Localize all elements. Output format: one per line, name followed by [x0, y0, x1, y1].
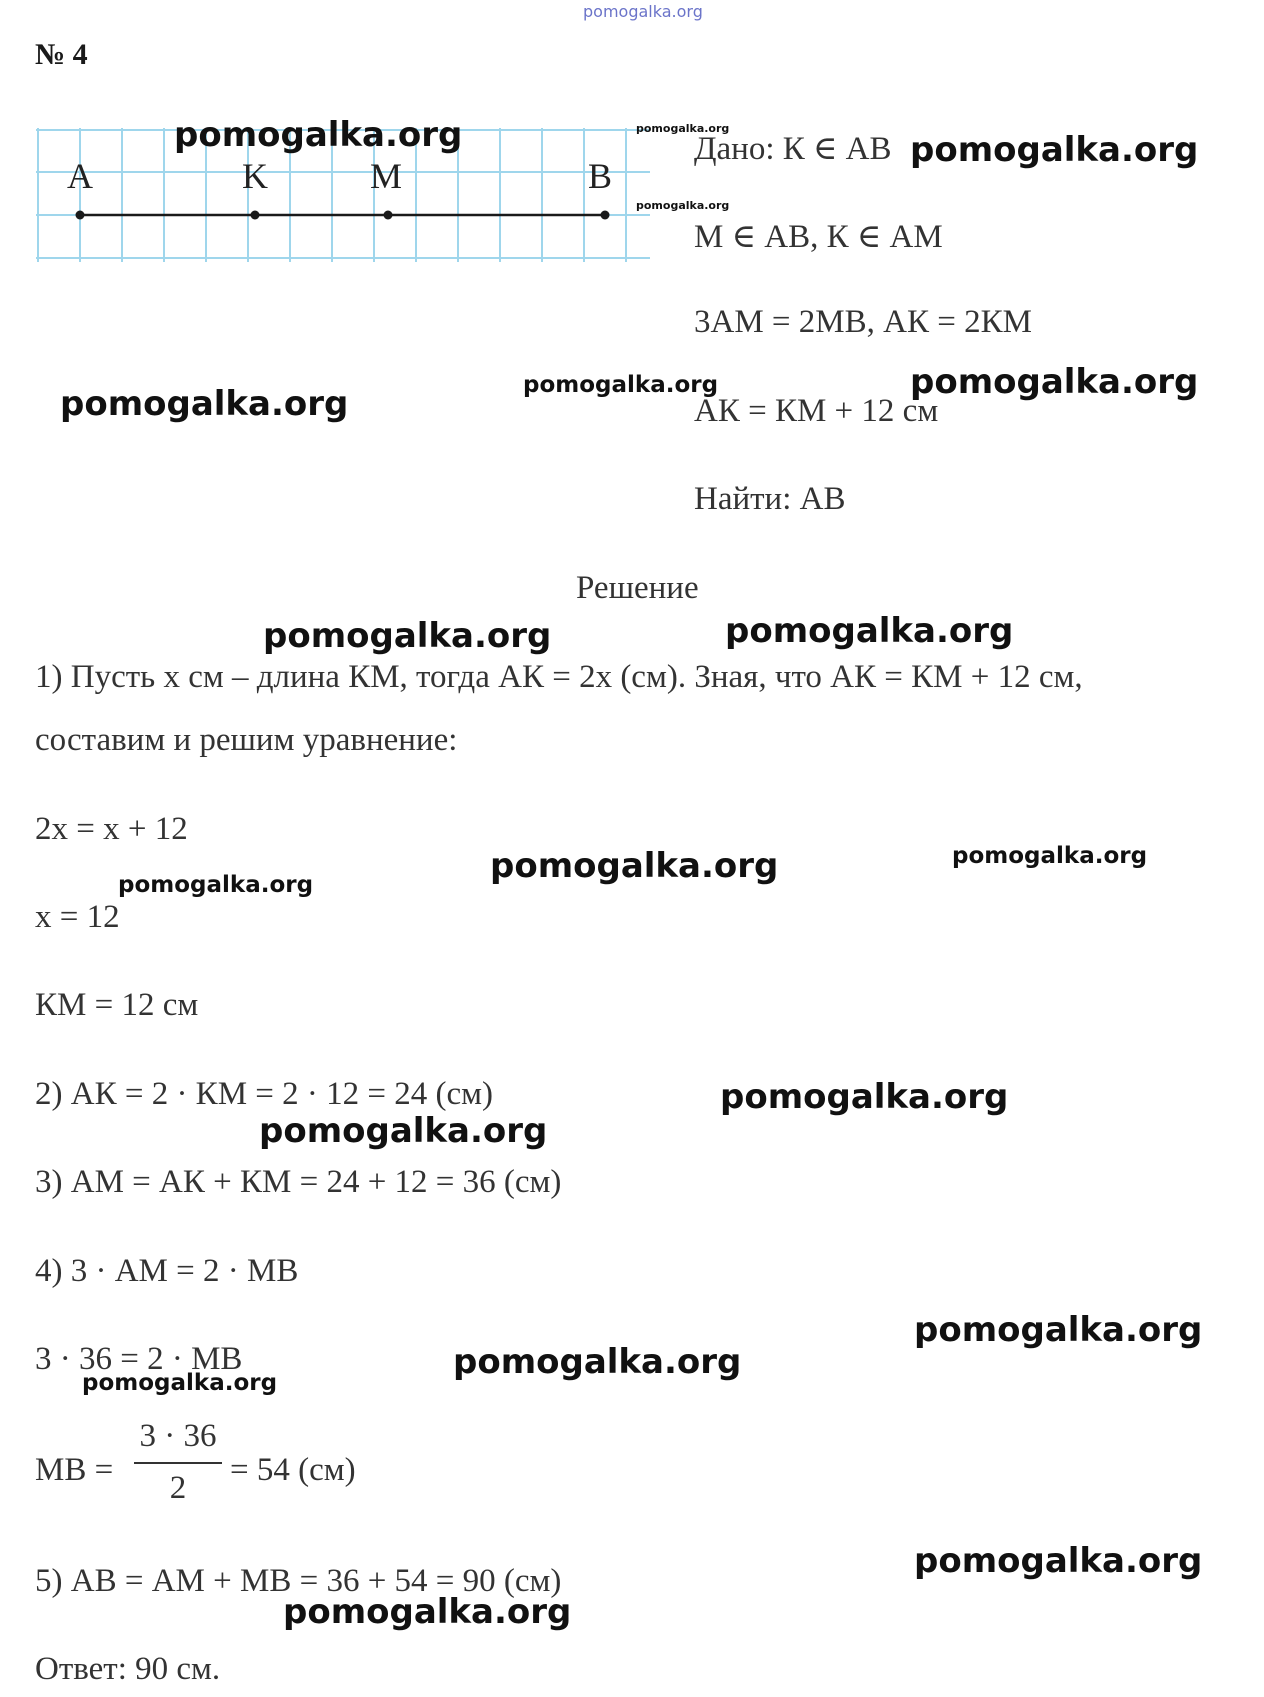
watermark: pomogalka.org: [118, 872, 314, 898]
watermark: pomogalka.org: [174, 115, 463, 155]
equation-3: КМ = 12 см: [35, 987, 199, 1023]
label-k: K: [242, 156, 268, 196]
given-line-2: М ∈ АВ, К ∈ АМ: [694, 219, 943, 255]
fraction-bar: [134, 1462, 222, 1464]
point-m: [384, 211, 393, 220]
given-line-4: АК = КМ + 12 см: [694, 393, 939, 429]
point-a: [76, 211, 85, 220]
step1-line-b: составим и решим уравнение:: [35, 722, 458, 758]
answer: Ответ: 90 см.: [35, 1651, 221, 1687]
watermark: pomogalka.org: [523, 372, 719, 398]
label-b: B: [588, 156, 613, 196]
equation-2: x = 12: [35, 899, 120, 935]
given-line-1: Дано: К ∈ АВ: [694, 131, 892, 167]
step2: 2) АК = 2 · КМ = 2 · 12 = 24 (см): [35, 1076, 494, 1112]
solution-heading: Решение: [576, 570, 699, 606]
watermark: pomogalka.org: [914, 1310, 1203, 1350]
step1-line-a: 1) Пусть x см – длина КМ, тогда АК = 2x (см). Зная, что АК = КМ + 12 см,: [35, 659, 1083, 695]
site-header-label: pomogalka.org: [583, 2, 703, 21]
step5: 5) АВ = АМ + МВ = 36 + 54 = 90 (см): [35, 1563, 562, 1599]
step3: 3) АМ = АК + КМ = 24 + 12 = 36 (см): [35, 1164, 562, 1200]
watermark: pomogalka.org: [725, 611, 1014, 651]
point-b: [601, 211, 610, 220]
watermark: pomogalka.org: [82, 1370, 278, 1396]
label-a: A: [67, 156, 93, 196]
watermark: pomogalka.org: [636, 122, 730, 135]
fraction-denominator: 2: [169, 1470, 187, 1506]
step4-equation: 3 · 36 = 2 · МВ: [35, 1341, 243, 1377]
watermark: pomogalka.org: [263, 616, 552, 656]
mb-prefix: МВ =: [35, 1452, 114, 1488]
watermark: pomogalka.org: [60, 384, 349, 424]
watermark: pomogalka.org: [636, 199, 730, 212]
given-line-3: 3АМ = 2МВ, АК = 2КМ: [694, 304, 1032, 340]
problem-number: № 4: [35, 38, 88, 71]
equation-1: 2x = x + 12: [35, 811, 188, 847]
label-m: M: [370, 156, 403, 196]
watermark: pomogalka.org: [910, 130, 1199, 170]
step4: 4) 3 · АМ = 2 · МВ: [35, 1253, 299, 1289]
watermark: pomogalka.org: [283, 1592, 572, 1632]
watermark: pomogalka.org: [259, 1111, 548, 1151]
point-k: [251, 211, 260, 220]
watermark: pomogalka.org: [910, 362, 1199, 402]
watermark: pomogalka.org: [720, 1077, 1009, 1117]
mb-result: = 54 (см): [230, 1452, 356, 1488]
fraction-numerator: 3 · 36: [139, 1418, 217, 1454]
watermark: pomogalka.org: [453, 1342, 742, 1382]
find-line: Найти: АВ: [694, 481, 846, 517]
watermark: pomogalka.org: [914, 1541, 1203, 1581]
watermark: pomogalka.org: [490, 846, 779, 886]
watermark: pomogalka.org: [952, 843, 1148, 869]
